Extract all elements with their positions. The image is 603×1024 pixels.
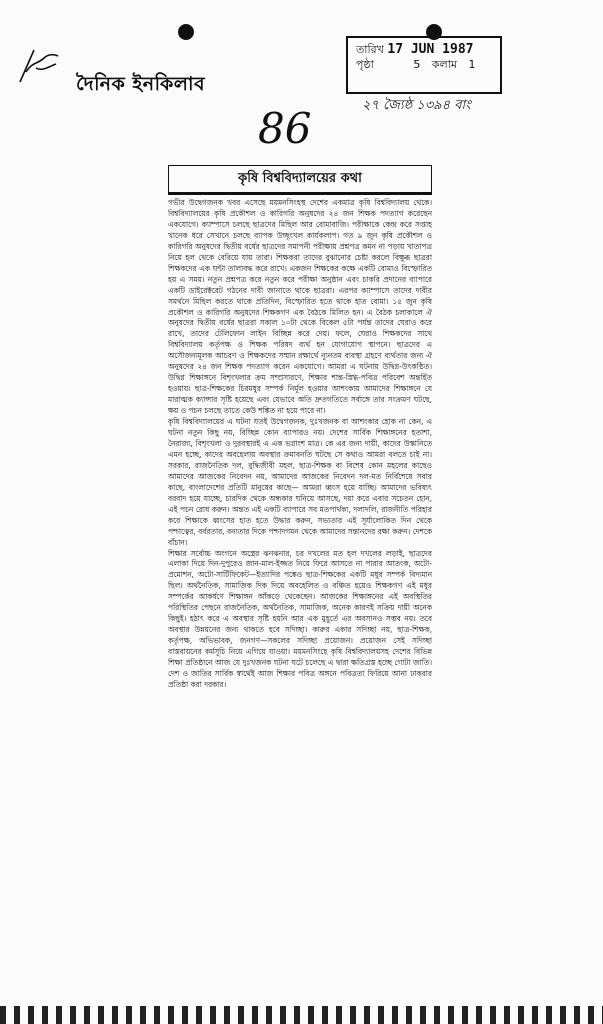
stamp-date-label: তারিখ — [356, 43, 384, 56]
article-paragraph: কৃষি বিশ্ববিদ্যালয়ের এ ঘটনা যতই উদ্বেগজনক, দুঃখজনক বা আশংকার হোক না কেন, এ ঘটনা নতুন কিছু নয়, বিচ্ছিন্ন কোন ব্যাপারও নয়। দেশের সার্বিক শিক্ষাঙ্গনের হতাশা, নৈরাজ্য, বিশৃংখলা ও দুরবস্থারই এ এক ভগ্নাংশ মাত্র। কে এর জন্য দায়ী, কাদের উস্কানিতে এমন হচ্ছে, কাদের অবহেলায় অবস্থার ক্রমাবনতি ঘটছে সে কথাও আমরা বলতে চাই না। সরকার, রাজনৈতিক দল, বুদ্ধিজীবী মহল, ছাত্র-শিক্ষক বা বিশেষ কোন মহলের কাছেও আমাদের আজকের নিবেদন নয়, আমাদের আজকের নিবেদন দল-মত নির্বিশেষে সবার কাছে, বাংলাদেশের প্রতিটি মানুষের কাছে— আমরা ধ্বংস হয়ে যাচ্ছি। আমাদের ভবিষ্যৎ বরবাদ হয়ে যাচ্ছে, চারদিক থেকে অন্ধকার ঘনিয়ে আসছে, দয়া করে এবার সচেতন হোন, এই পচন রোধ করুন। অন্তত এই একটি ব্যাপারে সব মতপার্থক্য, দলাদলি, রাজনীতি পরিহার করে শিক্ষাকে ধ্বংসের হাত হতে উদ্ধার করুন, সভ্যতার এই সূর্যালোকিত দিন থেকে পশ্চাত্বের, বর্বরতার, বন্যতার দিকে পশ্চাদগমন থেকে আমাদের সন্তানদের রক্ষা করুন। দেশকে বাঁচান। — [168, 417, 432, 547]
handwritten-date: ২৭ জ্যৈষ্ঠ ১৩৯৪ বাং — [362, 98, 471, 113]
newspaper-masthead: দৈনিক ইনকিলাব — [76, 73, 206, 95]
handwritten-folio-number: 86 — [258, 104, 312, 153]
newspaper-clipping — [168, 165, 432, 989]
stamp-page-label: পৃষ্ঠা — [356, 58, 374, 71]
punch-hole — [178, 24, 194, 40]
stamp-page-value: 5 — [413, 58, 421, 71]
article-headline: কৃষি বিশ্ববিদ্যালয়ের কথা — [168, 165, 432, 195]
stamp-column-label: কলাম — [431, 58, 458, 71]
clipping-stamp — [346, 36, 502, 94]
handwritten-signature-icon — [16, 42, 64, 90]
scanned-page-edge — [0, 1006, 603, 1024]
article-body — [168, 195, 432, 691]
article-paragraph: শিক্ষার সর্বোচ্চ অংগনে অস্ত্রের ঝনঝনার, চর দখলের মত হল দখলের লড়াই, ছাত্রদের এলাকা দিয়ে দিন-দুপুরেও জান-মাল-ইজ্জত নিয়ে ফিরে আসতে না পারার আতংক, অটো-প্রমোশন, অটো-সার্টিফিকেট—ইত্যাদির পঙ্কেও ছাত্র-শিক্ষকের একটি মধুর সম্পর্ক বিদ্যমান ছিল। অর্থনৈতিক, সামাজিক দিক দিয়ে অবহেলিত ও বঞ্চিত হয়েও শিক্ষকগণ এই মধুর সম্পর্কের আকর্ষণে শিক্ষাঙ্গন আঁকড়ে থেকেছেন। আজকের শিক্ষাঙ্গনের এই অবস্থিতির পরিস্থিতির পেছনে রাজনৈতিক, অর্থনৈতিক, সামাজিক, অনেক কারণই সক্রিয় দায়ী অনেক কিছুই। হঠাৎ করে এ অবস্থার সৃষ্টি হয়নি আর এক মুহূর্তে এর অবসানও সম্ভব নয়। তবে অবস্থার উন্নয়নের জন্য থাকতে হবে সদিচ্ছা। কারুর একার সদিচ্ছা নয়, ছাত্র-শিক্ষক, কর্তৃপক্ষ, অভিভাবক, জনগণ—সকলের সদিচ্ছা প্রয়োজন। প্রয়োজন সেই সদিচ্ছা বাস্তবায়নের কর্মসূচি নিয়ে এগিয়ে যাওয়া। ময়মনসিংহে কৃষি বিশ্ববিদ্যালয়সহ দেশের বিভিন্ন শিক্ষা প্রতিষ্ঠানে আজ যে দুঃখজনক ঘটনা ঘটে চলেছে এ দ্বারা ক্ষতিগ্রস্ত হচ্ছে গোটা জাতি। দেশ ও জাতির সার্বিক স্বার্থেই আজ শিক্ষার পবিত্র অঙ্গনে পবিত্রতা ফিরিয়ে আনা ঢাকরার প্রতিষ্ঠা করা দরকার। — [168, 548, 432, 689]
stamp-date-value: 17 JUN 1987 — [387, 42, 474, 57]
article-paragraph: গভীর উদ্বেগজনক খবর এসেছে ময়মনসিংহস্থ দেশের একমাত্র কৃষি বিশ্ববিদ্যালয় থেকে। বিশ্ববিদ্যালয়ের কৃষি প্রকৌশল ও কারিগরি অনুষদের ২৪ জন শিক্ষক পদত্যাগ করেছেন একযোগে। ক্যাম্পাসে চলছে ছাত্রদের মিছিল আর বোমাবাজি। পরীক্ষাকে কেন্দ্র করে সপ্তাহ খানেক ধরে সেখানে চলছে ব্যাপক উচ্ছৃংখল কার্যকলাপ। গত ৯ জুন কৃষি প্রকৌশল ও কারিগরি অনুষদের দ্বিতীয় বর্ষের ছাত্রদের সমাপনী পরীক্ষায় প্রশ্নপত্র কমন না পড়ায় খাতাপত্র নিয়ে হল থেকে বেরিয়ে যায় তারা। শিক্ষকরা তাদের বুঝানোর চেষ্টা করলে বিক্ষুব্ধ ছাত্ররা শিক্ষকদের এক ঘন্টা তালাবদ্ধ করে রাখে। একজন শিক্ষকের কক্ষে একটি বোমাও বিস্ফোরিত হয় এ সময়। নতুন প্রশ্নপত্র করে নতুন করে পরীক্ষা অনুষ্ঠান এবং চাকরি প্রদানের ব্যাপারে একটি ডাইরেক্টরেট গঠনের দাবী জানাতে থাকে ছাত্ররা। এরপর ক্যাম্পাসে তাদের দাবীর সমর্থনে মিছিল করতে থাকে প্রতিদিন, বিস্ফোরিত হতে থাকে হাত বোমা। ১৫ জুন কৃষি প্রকৌশল ও কারিগরি অনুষদের শিক্ষকগণ এক বৈঠকে মিলিত হন। এ বৈঠক চলাকালে ঐ অনুষদের দ্বিতীয় বর্ষের ছাত্ররা সকাল ১০টা থেকে বিকেল ৫টা পর্যন্ত তাদের ঘেরাও করে রাখে, তাদের টেলিফোন লাইন বিচ্ছিন্ন করে দেয়। ফলে, ঘেরাও শিক্ষকদের সাথে বিশ্ববিদ্যালয় কর্তৃপক্ষ ও শিক্ষক পরিষদ ব্যর্থ হন যোগাযোগ স্থাপনে। ছাত্রদের এ অসৌজন্যমূলক আচরণ ও শিক্ষকদের সম্মান রক্ষার্থে ন্যূনতম ব্যবস্থা গ্রহণে ব্যর্থতার জন্য ঐ অনুষদের ২৪ জন শিক্ষক পদত্যাগ করেন একযোগে। আমরা এ ঘটনায় উদ্বিগ্ন-উৎকণ্ঠিত। উদ্বিগ্ন শিক্ষাঙ্গনে বিশৃংখলার ক্রম সম্প্রসারণে, শিক্ষার শান্ত-স্নিগ্ধ-পবিত্র পরিবেশ অন্তর্হিত হওয়ায়। ছাত্র-শিক্ষকের চিরমধুর সম্পর্ক নির্মূল হওয়ার আশংকায় আমাদের শিক্ষাঙ্গনে যে মারাত্মক ক্যান্সার সৃষ্টি হয়েছে এবং যেভাবে অতি দ্রুতগতিতে সর্বাঙ্গে তার সংক্রমণ ঘটছে, ক্ষয় ও পচন চলছে তাতে কেউ শঙ্কিত না হয়ে পারে না। — [168, 198, 432, 416]
stamp-column-value: 1 — [468, 58, 476, 71]
